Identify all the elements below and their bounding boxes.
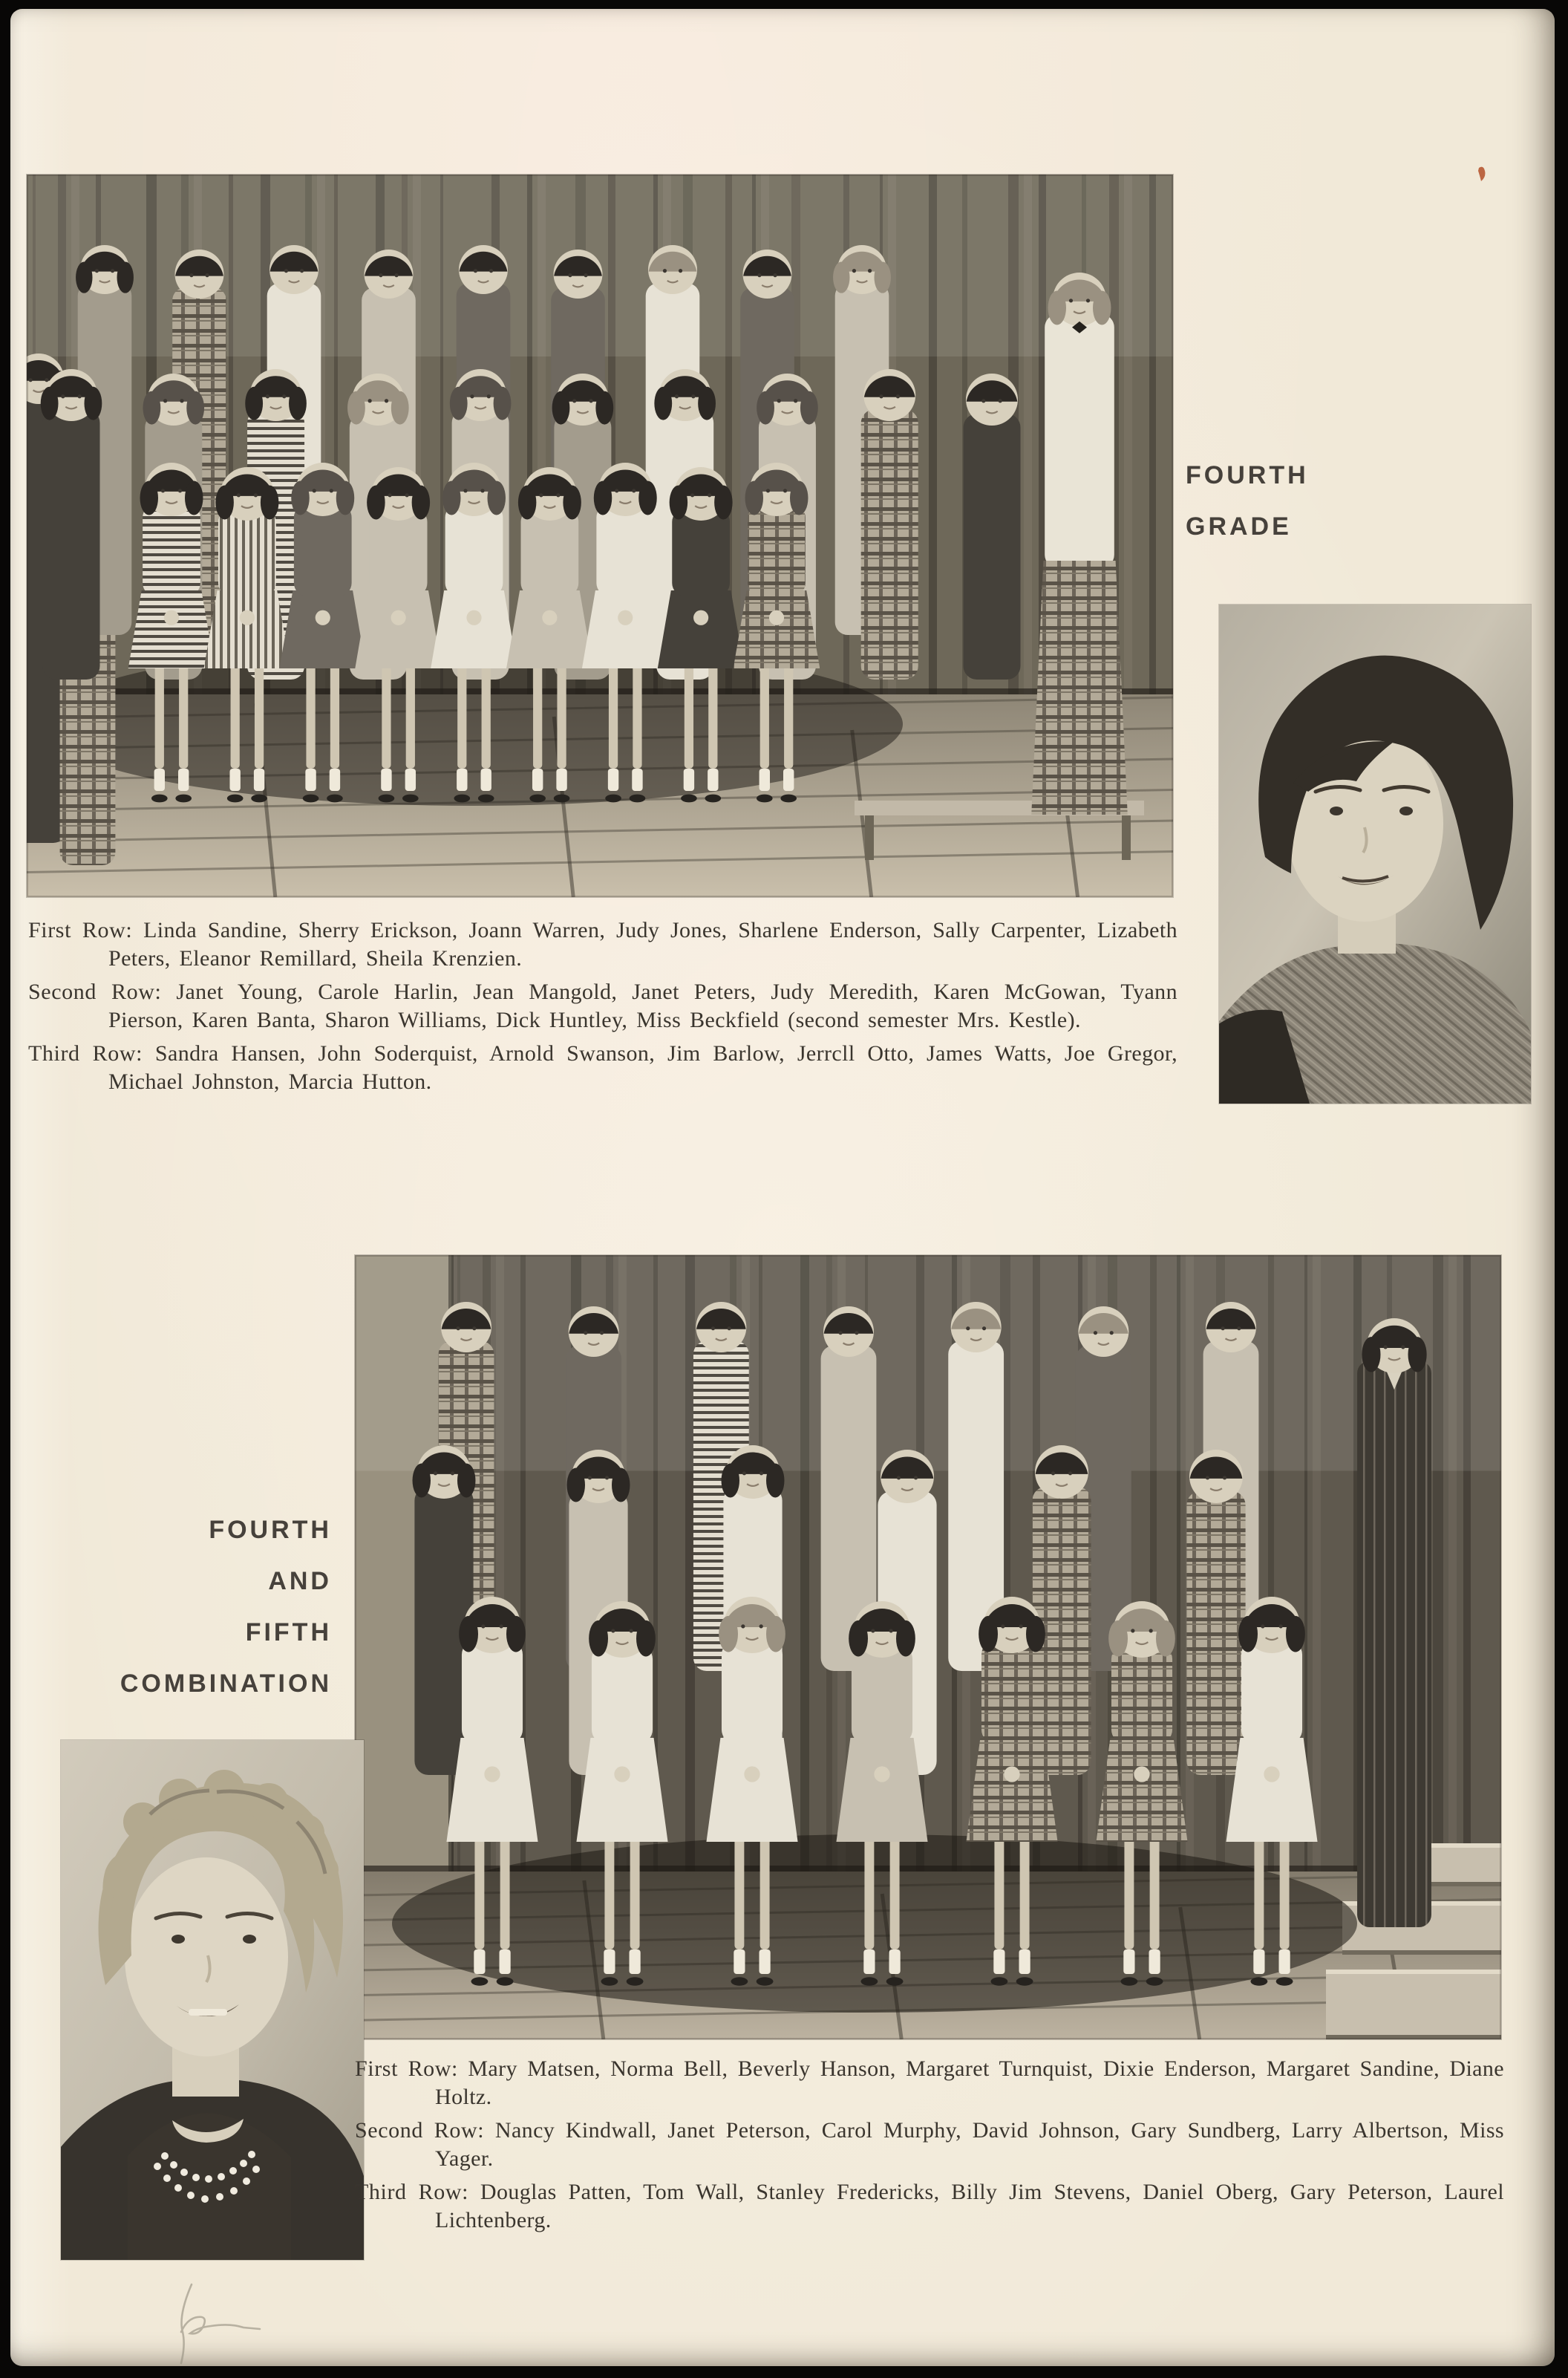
heading-line: FOURTH xyxy=(209,1516,332,1545)
fourth-grade-caption xyxy=(28,916,1177,1101)
combination-class-photo xyxy=(355,1255,1501,2039)
fourth-grade-heading xyxy=(1186,450,1309,553)
caption-row-first xyxy=(355,2055,1504,2111)
row-names: Sandra Hansen, John Soderquist, Arnold Swanson, Jim Barlow, Jerrcll Otto, James Watts, Joe Gregor, Michael Johnston, Marcia Hutton. xyxy=(108,1041,1177,1094)
heading-line: FIFTH xyxy=(245,1618,332,1647)
caption-row-second xyxy=(355,2117,1504,2173)
class-photo-illustration xyxy=(355,1255,1501,2039)
combination-heading xyxy=(70,1505,332,1710)
teacher-portrait-illustration xyxy=(61,1740,364,2260)
combination-teacher-portrait xyxy=(61,1740,364,2260)
caption-row-third xyxy=(355,2178,1504,2235)
row-names: Douglas Patten, Tom Wall, Stanley Fredericks, Billy Jim Stevens, Daniel Oberg, Gary Peterson, Laurel Lichtenberg. xyxy=(435,2180,1505,2232)
heading-line: COMBINATION xyxy=(120,1670,332,1698)
yearbook-page xyxy=(10,9,1555,2366)
combination-caption xyxy=(355,2055,1504,2240)
row-names: Mary Matsen, Norma Bell, Beverly Hanson, Margaret Turnquist, Dixie Enderson, Margaret Sandine, Diane Holtz. xyxy=(435,2056,1505,2109)
pencil-scribble xyxy=(148,2280,319,2378)
row-names: Janet Young, Carole Harlin, Jean Mangold, Janet Peters, Judy Meredith, Karen McGowan, Tyann Pierson, Karen Banta, Sharon Williams, Dick Huntley, Miss Beckfield (second semester Mrs. Kestle). xyxy=(108,980,1177,1032)
teacher-portrait-illustration xyxy=(1219,605,1531,1104)
row-label: Third Row: xyxy=(28,1041,143,1066)
heading-line: GRADE xyxy=(1186,512,1292,541)
row-label: First Row: xyxy=(28,918,133,942)
row-names: Linda Sandine, Sherry Erickson, Joann Warren, Judy Jones, Sharlene Enderson, Sally Carpenter, Lizabeth Peters, Eleanor Remillard, Sheila Krenzien. xyxy=(108,918,1178,971)
fourth-grade-teacher-portrait xyxy=(1219,605,1531,1104)
row-label: Third Row: xyxy=(355,2180,469,2204)
row-names: Nancy Kindwall, Janet Peterson, Carol Murphy, David Johnson, Gary Sundberg, Larry Albertson, Miss Yager. xyxy=(435,2118,1504,2171)
heading-line: AND xyxy=(268,1567,332,1596)
caption-row-second xyxy=(28,978,1177,1035)
red-ink-fleck xyxy=(1477,166,1487,183)
row-label: First Row: xyxy=(355,2056,458,2081)
caption-row-third xyxy=(28,1040,1177,1096)
caption-row-first xyxy=(28,916,1177,973)
fourth-grade-class-photo xyxy=(27,175,1173,897)
heading-line: FOURTH xyxy=(1186,461,1309,490)
class-photo-illustration xyxy=(27,175,1173,897)
row-label: Second Row: xyxy=(28,980,162,1004)
row-label: Second Row: xyxy=(355,2118,485,2143)
